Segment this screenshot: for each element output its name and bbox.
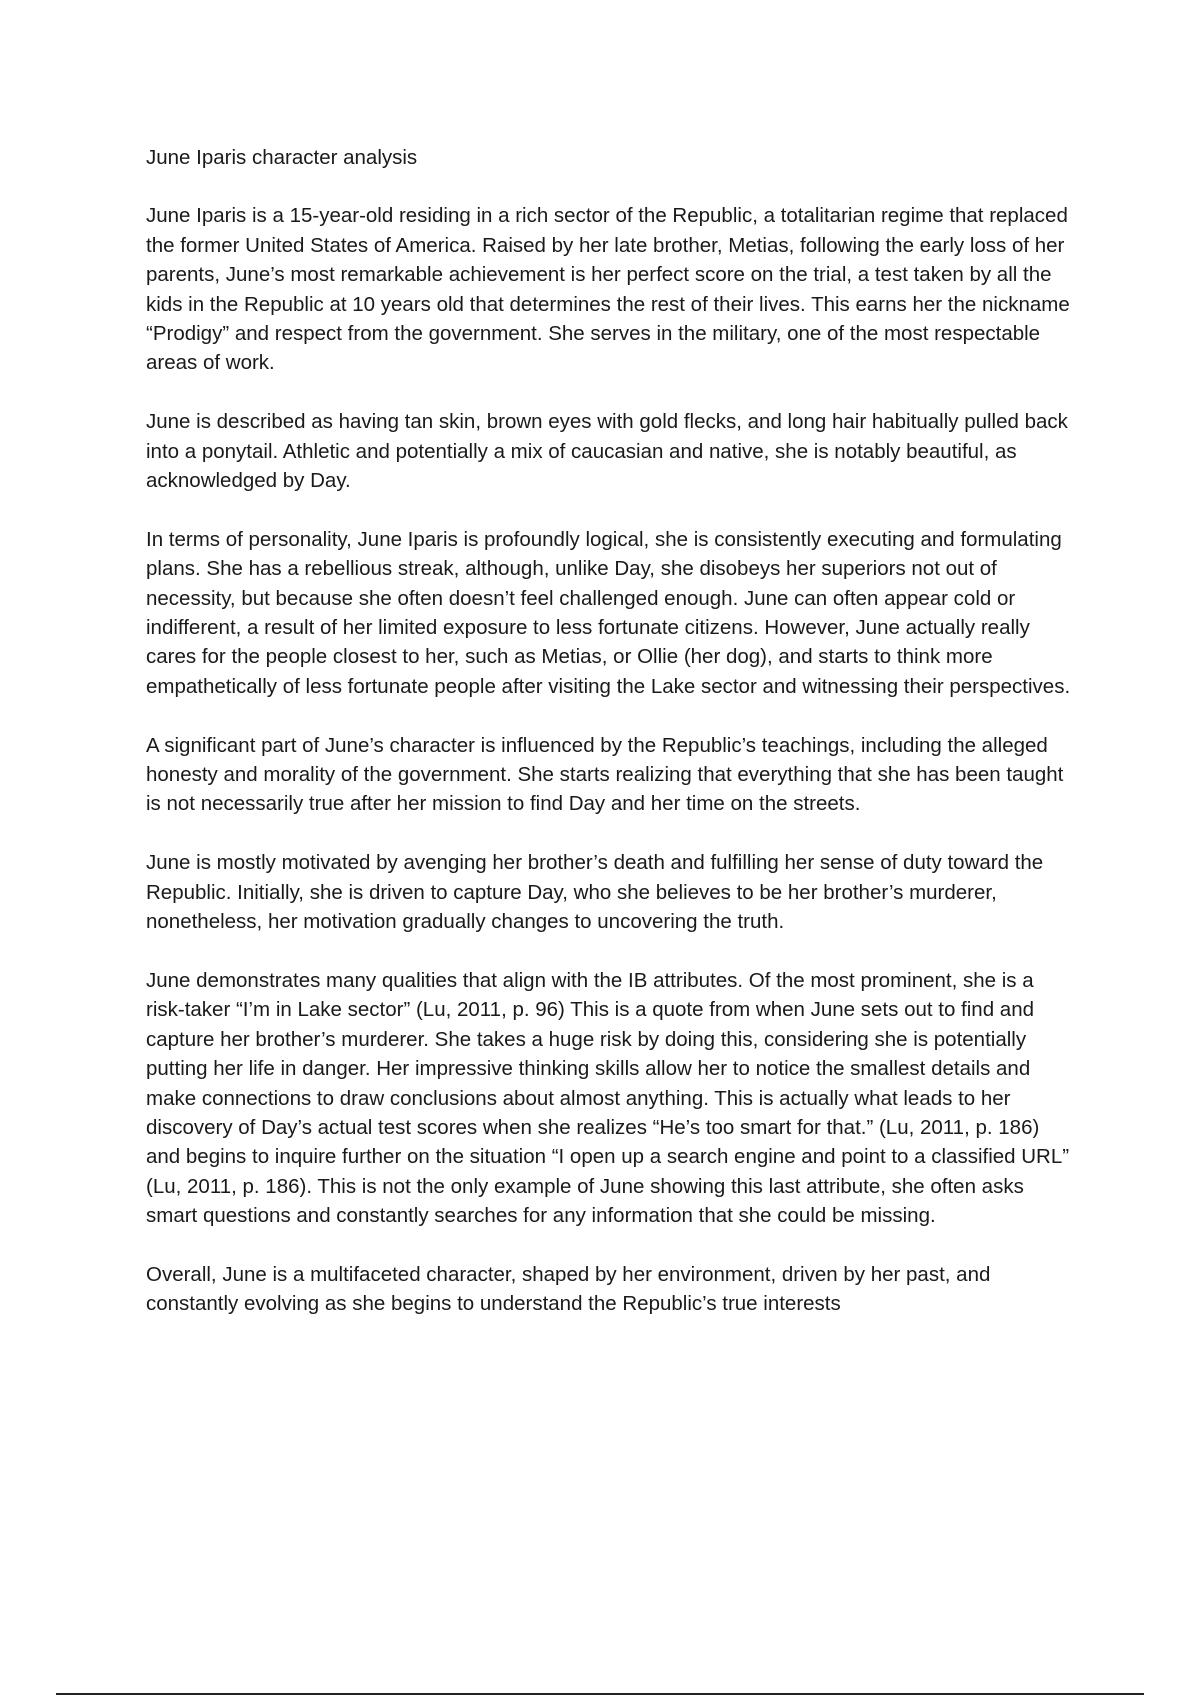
paragraph-conclusion: Overall, June is a multifaceted character, shaped by her environment, driven by her past, and constantly evolving as she begins to understand the Republic’s true interests: [146, 1262, 991, 1316]
paragraph-motivation: June is mostly motivated by avenging her brother’s death and fulfilling her sense of duty toward the Republic. Initially, she is driven to capture Day, who she believes to be her brother’s murderer, nonetheless, her motivation gradually changes to uncovering the truth.: [146, 851, 1044, 934]
paragraph-ib-attributes: June demonstrates many qualities that align with the IB attributes. Of the most prominent, she is a risk-taker “I’m in Lake sector” (Lu, 2011, p. 96) This is a quote from when June sets out to find and capture her brother’s murderer. She takes a huge risk by doing this, considering she is potentially putting her life in danger. Her impressive thinking skills allow her to notice the smallest details and make connections to draw conclusions about almost anything. This is actually what leads to her discovery of Day’s actual test scores when she realizes “He’s too smart for that.” (Lu, 2011, p. 186) and begins to inquire further on the situation “I open up a search engine and point to a classified URL” (Lu, 2011, p. 186). This is not the only example of June showing this last attribute, she often asks smart questions and constantly searches for any information that she could be missing.: [146, 968, 1070, 1228]
page-bottom-rule: [56, 1693, 1144, 1695]
document-body: [146, 143, 1076, 1348]
paragraph-appearance: June is described as having tan skin, brown eyes with gold flecks, and long hair habitually pulled back into a ponytail. Athletic and potentially a mix of caucasian and native, she is notably beautiful, as acknowledged by Day.: [146, 410, 1068, 493]
paragraph-introduction: June Iparis is a 15-year-old residing in a rich sector of the Republic, a totalitarian regime that replaced the former United States of America. Raised by her late brother, Metias, following the early loss of her parents, June’s most remarkable achievement is her perfect score on the trial, a test taken by all the kids in the Republic at 10 years old that determines the rest of their lives. This earns her the nickname “Prodigy” and respect from the government. She serves in the military, one of the most respectable areas of work.: [146, 204, 1070, 375]
document-title: June Iparis character analysis: [146, 146, 418, 169]
paragraph-personality: In terms of personality, June Iparis is profoundly logical, she is consistently executing and formulating plans. She has a rebellious streak, although, unlike Day, she disobeys her superiors not out of necessity, but because she often doesn’t feel challenged enough. June can often appear cold or indifferent, a result of her limited exposure to less fortunate citizens. However, June actually really cares for the people closest to her, such as Metias, or Ollie (her dog), and starts to think more empathetically of less fortunate people after visiting the Lake sector and witnessing their perspectives.: [146, 527, 1071, 698]
paragraph-influences: A significant part of June’s character is influenced by the Republic’s teachings, including the alleged honesty and morality of the government. She starts realizing that everything that she has been taught is not necessarily true after her mission to find Day and her time on the streets.: [146, 733, 1064, 816]
